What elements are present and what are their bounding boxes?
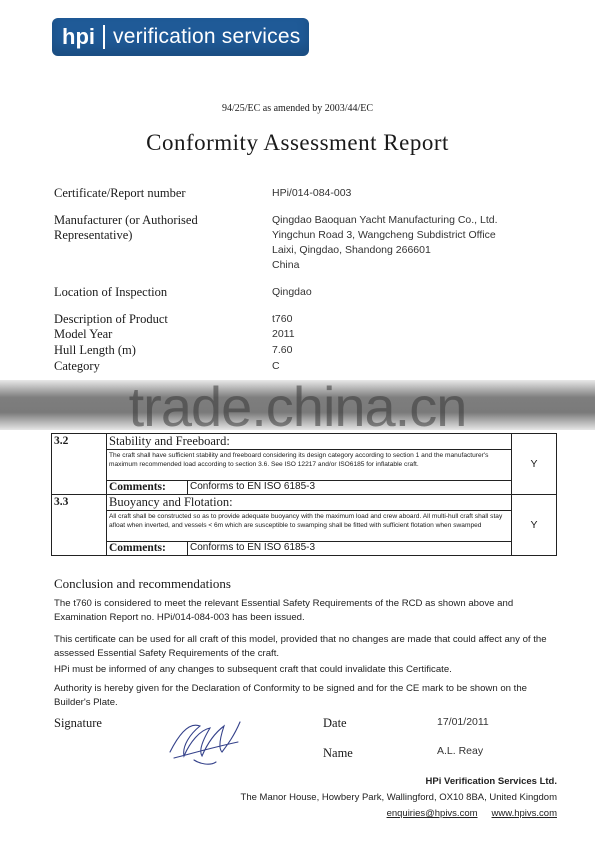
manufacturer-line-4: China: [272, 259, 300, 271]
comments-label: Comments:: [107, 542, 188, 556]
hull-length-label: Hull Length (m): [54, 343, 136, 357]
requirement-description: The craft shall have sufficient stability and freeboard considering its design category according to section 1 and the manufacturer's maximum recommended load according to section 3.6. See ISO 12217 and/or ISO6185 for inflatable craft.: [107, 450, 512, 481]
certificate-value: HPi/014-084-003: [272, 187, 352, 199]
logo-tagline: verification services: [113, 25, 301, 48]
conclusion-paragraph-3: HPi must be informed of any changes to subsequent craft that could invalidate this Certificate.: [54, 664, 452, 675]
manufacturer-label-line1: Manufacturer (or Authorised: [54, 213, 198, 227]
footer-links: [373, 808, 557, 819]
model-year-label: Model Year: [54, 327, 113, 341]
page-title: Conformity Assessment Report: [146, 130, 449, 155]
signature-label: Signature: [54, 716, 102, 730]
category-value: C: [272, 360, 280, 372]
category-label: Category: [54, 359, 100, 373]
directive-reference: 94/25/EC as amended by 2003/44/EC: [221, 103, 374, 114]
conclusion-paragraph-1-line-1: The t760 is considered to meet the relevant Essential Safety Requirements of the RCD as shown above and: [54, 598, 514, 609]
requirement-heading: Buoyancy and Flotation:: [107, 495, 512, 511]
requirement-description: All craft shall be constructed so as to provide adequate buoyancy with the maximum load and crew aboard. All multi-hull craft shall stay afloat when inverted, and vessels < 6m which are susceptible to swamping shall be fitted with sufficient flotation when swamped: [107, 511, 512, 542]
table-row: [52, 434, 557, 450]
manufacturer-line-2: Yingchun Road 3, Wangcheng Subdistrict Office: [272, 229, 496, 241]
footer-website-link[interactable]: www.hpivs.com: [491, 808, 557, 819]
manufacturer-label-line2: Representative): [54, 228, 133, 242]
requirement-heading: Stability and Freeboard:: [107, 434, 512, 450]
table-row: [52, 481, 557, 495]
requirement-result: Y: [512, 495, 557, 556]
conclusion-heading: Conclusion and recommendations: [54, 576, 231, 591]
name-label: Name: [323, 746, 353, 760]
manufacturer-line-3: Laixi, Qingdao, Shandong 266601: [272, 244, 431, 256]
conclusion-paragraph-4-line-2: Builder's Plate.: [54, 697, 118, 708]
location-label: Location of Inspection: [54, 285, 168, 299]
conclusion-paragraph-1-line-2: Examination Report no. HPi/014-084-003 has been issued.: [54, 612, 305, 623]
requirements-table: [51, 433, 557, 556]
product-label: Description of Product: [54, 312, 168, 326]
conclusion-paragraph-4-line-1: Authority is hereby given for the Declaration of Conformity to be signed and for the CE mark to be shown on the: [54, 683, 528, 694]
footer-email-link[interactable]: enquiries@hpivs.com: [386, 808, 478, 819]
date-value: 17/01/2011: [437, 716, 489, 728]
model-year-value: 2011: [272, 328, 295, 340]
conclusion-paragraph-2-line-1: This certificate can be used for all craft of this model, provided that no changes are made that could affect any of the: [54, 634, 547, 645]
logo-hpi-text: hpi: [52, 25, 105, 49]
hull-length-value: 7.60: [272, 344, 293, 356]
comments-label: Comments:: [107, 481, 188, 495]
table-row: [52, 450, 557, 481]
comments-value: Conforms to EN ISO 6185-3: [188, 542, 512, 556]
comments-value: Conforms to EN ISO 6185-3: [188, 481, 512, 495]
location-value: Qingdao: [272, 286, 312, 298]
table-row: [52, 542, 557, 556]
requirement-number: 3.3: [52, 495, 107, 556]
table-row: [52, 495, 557, 511]
requirement-result: Y: [512, 434, 557, 495]
handwritten-signature: [160, 712, 250, 770]
footer-address: The Manor House, Howbery Park, Wallingford, OX10 8BA, United Kingdom: [240, 792, 557, 803]
manufacturer-line-1: Qingdao Baoquan Yacht Manufacturing Co., Ltd.: [272, 214, 498, 226]
watermark-text: trade.china.cn: [128, 375, 467, 438]
certificate-label: Certificate/Report number: [54, 186, 186, 200]
product-value: t760: [272, 313, 293, 325]
conclusion-paragraph-2-line-2: assessed Essential Safety Requirements of the craft.: [54, 648, 280, 659]
date-label: Date: [323, 716, 347, 730]
name-value: A.L. Reay: [437, 745, 484, 757]
requirement-number: 3.2: [52, 434, 107, 495]
footer-company: HPi Verification Services Ltd.: [425, 776, 557, 787]
hpi-logo: [52, 18, 309, 56]
table-row: [52, 511, 557, 542]
